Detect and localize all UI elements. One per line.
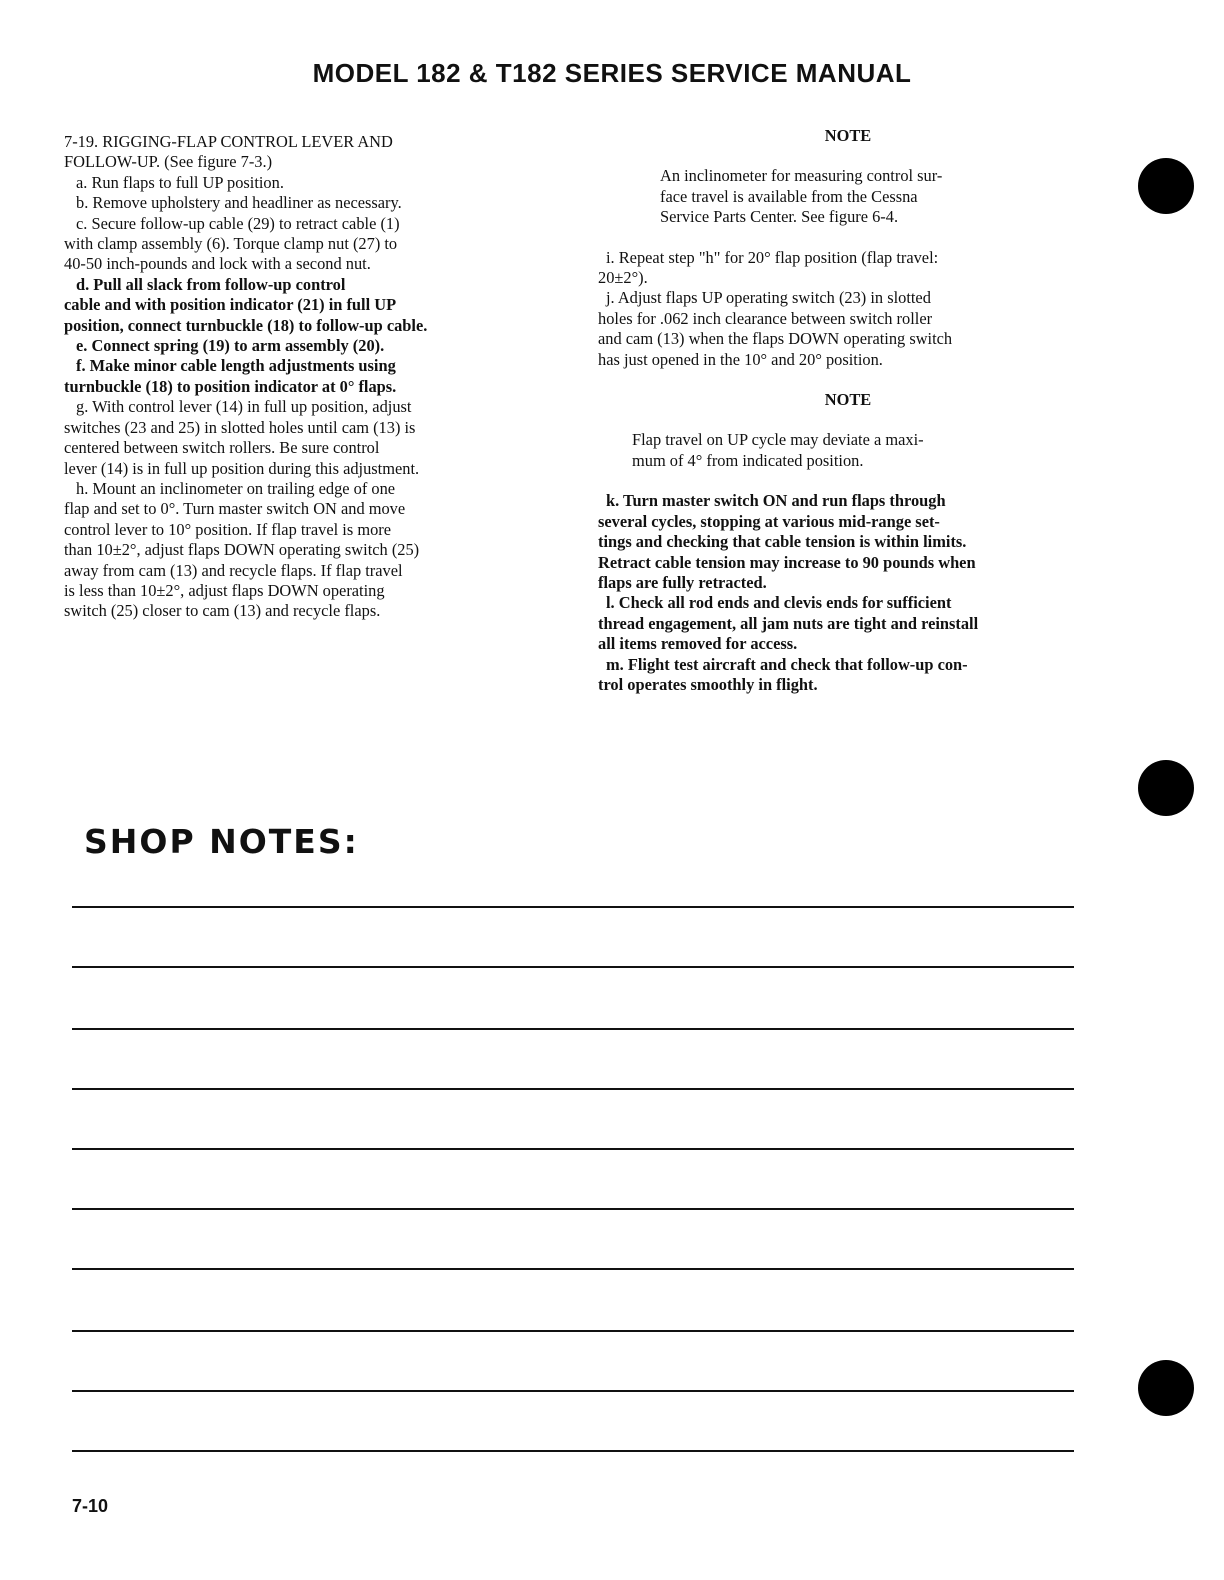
step-l: l. Check all rod ends and clevis ends for sufficient [606, 593, 952, 613]
step-e: e. Connect spring (19) to arm assembly (20). [76, 336, 385, 356]
step-h-cont: control lever to 10° position. If flap travel is more [64, 519, 391, 539]
step-g-cont: switches (23 and 25) in slotted holes until cam (13) is [64, 417, 416, 437]
step-b: b. Remove upholstery and headliner as necessary. [76, 193, 402, 213]
section-heading: FOLLOW-UP. (See figure 7-3.) [64, 152, 273, 172]
step-h: h. Mount an inclinometer on trailing edge of one [76, 478, 396, 498]
note-line [72, 1390, 1074, 1392]
note-body: mum of 4° from indicated position. [632, 450, 864, 470]
step-k-cont: tings and checking that cable tension is within limits. [598, 532, 967, 552]
step-c-cont: 40-50 inch-pounds and lock with a second nut. [64, 254, 371, 274]
note-title: NOTE [824, 390, 872, 410]
note-line [72, 1148, 1074, 1150]
note-body: Service Parts Center. See figure 6-4. [660, 207, 899, 227]
step-d: d. Pull all slack from follow-up control [76, 274, 346, 294]
step-a: a. Run flaps to full UP position. [76, 172, 284, 192]
step-d-cont: position, connect turnbuckle (18) to follow-up cable. [64, 315, 428, 335]
step-h-cont: is less than 10±2°, adjust flaps DOWN operating [64, 580, 385, 600]
binder-hole [1138, 760, 1194, 816]
page-title: MODEL 182 & T182 SERIES SERVICE MANUAL [312, 58, 912, 88]
step-g: g. With control lever (14) in full up position, adjust [76, 397, 412, 417]
step-c: c. Secure follow-up cable (29) to retract cable (1) [76, 213, 400, 233]
shop-notes-heading: SHOP NOTES: [84, 822, 359, 861]
step-d-cont: cable and with position indicator (21) in full UP [64, 295, 397, 315]
page-number: 7-10 [72, 1496, 109, 1516]
note-line [72, 1028, 1074, 1030]
step-h-cont: away from cam (13) and recycle flaps. If flap travel [64, 560, 403, 580]
note-title: NOTE [824, 126, 872, 145]
step-l-cont: thread engagement, all jam nuts are tight and reinstall [598, 613, 979, 633]
step-h-cont: than 10±2°, adjust flaps DOWN operating switch (25) [64, 540, 420, 560]
step-k-cont: Retract cable tension may increase to 90 pounds when [598, 552, 976, 572]
step-k: k. Turn master switch ON and run flaps through [606, 491, 946, 511]
step-m-cont: trol operates smoothly in flight. [598, 674, 818, 694]
note-line [72, 1450, 1074, 1452]
step-i: i. Repeat step "h" for 20° flap position (flap travel: [606, 247, 939, 267]
step-k-cont: flaps are fully retracted. [598, 572, 767, 592]
step-j: j. Adjust flaps UP operating switch (23) in slotted [606, 288, 931, 308]
note-line [72, 1330, 1074, 1332]
step-c-cont: with clamp assembly (6). Torque clamp nut (27) to [64, 234, 398, 254]
step-m: m. Flight test aircraft and check that follow-up con- [606, 654, 968, 674]
left-text-column [64, 132, 564, 622]
step-g-cont: centered between switch rollers. Be sure control [64, 438, 380, 458]
step-f-cont: turnbuckle (18) to position indicator at 0° flaps. [64, 376, 397, 396]
step-h-cont: flap and set to 0°. Turn master switch ON and move [64, 499, 406, 519]
step-l-cont: all items removed for access. [598, 634, 798, 654]
step-j-cont: and cam (13) when the flaps DOWN operating switch [598, 329, 953, 349]
binder-hole [1138, 158, 1194, 214]
note-line [72, 966, 1074, 968]
note-body: face travel is available from the Cessna [660, 186, 918, 206]
note-line [72, 1268, 1074, 1270]
step-k-cont: several cycles, stopping at various mid-range set- [598, 511, 940, 531]
binder-hole [1138, 1360, 1194, 1416]
step-f: f. Make minor cable length adjustments using [76, 356, 396, 376]
step-g-cont: lever (14) is in full up position during this adjustment. [64, 458, 420, 478]
note-line [72, 906, 1074, 908]
note-line [72, 1208, 1074, 1210]
step-i-cont: 20±2°). [598, 268, 648, 288]
note-line [72, 1088, 1074, 1090]
step-j-cont: holes for .062 inch clearance between switch roller [598, 308, 933, 328]
note-body: Flap travel on UP cycle may deviate a maxi- [632, 430, 924, 450]
step-j-cont: has just opened in the 10° and 20° position. [598, 349, 883, 369]
right-text-column [598, 126, 1098, 695]
note-body: An inclinometer for measuring control sur- [660, 166, 943, 186]
step-h-cont: switch (25) closer to cam (13) and recycle flaps. [64, 601, 381, 621]
section-heading: 7-19. RIGGING-FLAP CONTROL LEVER AND [64, 132, 393, 151]
